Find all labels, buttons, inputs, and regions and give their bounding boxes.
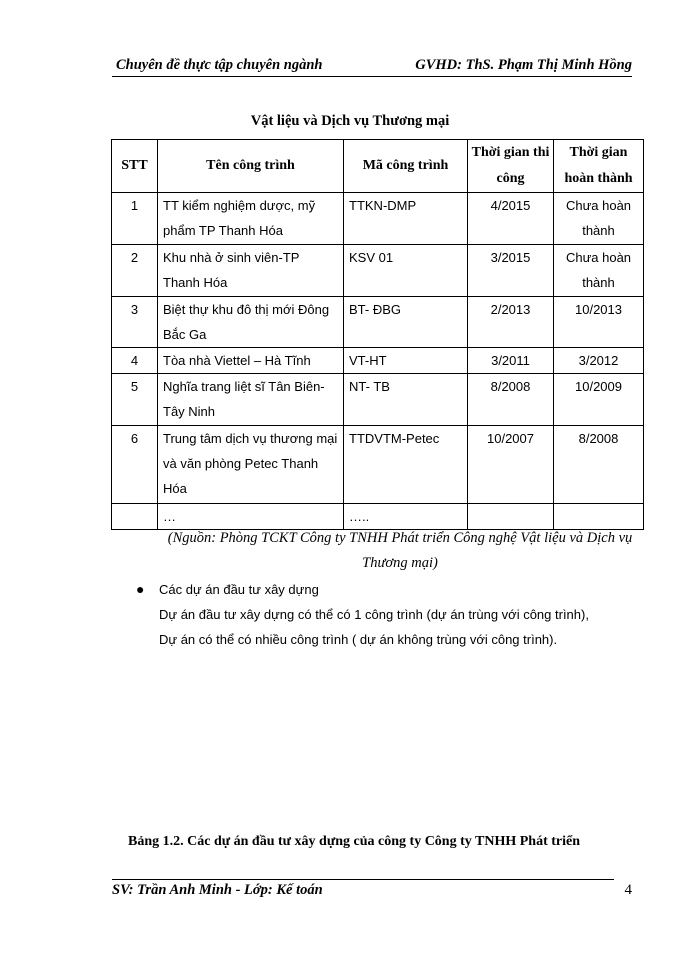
cell-code: ….. — [344, 504, 468, 530]
cell-finish: Chưa hoàn thành — [554, 245, 644, 297]
cell-code: BT- ĐBG — [344, 297, 468, 348]
header-rule — [112, 76, 632, 77]
footer-rule — [112, 879, 614, 880]
source-note: (Nguồn: Phòng TCKT Công ty TNHH Phát triển Công nghệ Vật liệu và Dịch vụ Thương mại) — [167, 530, 633, 571]
table-row — [112, 374, 644, 426]
cell-code: NT- TB — [344, 374, 468, 426]
bullet-line: Dự án đầu tư xây dựng có thể có 1 công trình (dự án trùng với công trình), — [159, 607, 589, 622]
cell-stt — [112, 504, 158, 530]
cell-stt: 4 — [112, 348, 158, 374]
cell-finish: 3/2012 — [554, 348, 644, 374]
header-stt: STT — [112, 140, 158, 193]
bullet-icon: ● — [136, 581, 145, 597]
cell-start: 3/2015 — [468, 245, 554, 297]
cell-stt: 3 — [112, 297, 158, 348]
bullet-section — [136, 577, 629, 652]
cell-name: … — [158, 504, 344, 530]
header-start: Thời gian thi công — [468, 140, 554, 193]
header-advisor: GVHD: ThS. Phạm Thị Minh Hồng — [415, 57, 632, 73]
table-title: Vật liệu và Dịch vụ Thương mại — [250, 113, 450, 129]
table-row — [112, 348, 644, 374]
cell-finish: 10/2009 — [554, 374, 644, 426]
cell-finish: 8/2008 — [554, 426, 644, 504]
cell-name: Nghĩa trang liệt sĩ Tân Biên-Tây Ninh — [158, 374, 344, 426]
table-row — [112, 297, 644, 348]
cell-stt: 5 — [112, 374, 158, 426]
cell-code: TTKN-DMP — [344, 193, 468, 245]
cell-name: Tòa nhà Viettel – Hà Tĩnh — [158, 348, 344, 374]
cell-name: Biệt thự khu đô thị mới Đông Bắc Ga — [158, 297, 344, 348]
table-row — [112, 426, 644, 504]
header-name: Tên công trình — [158, 140, 344, 193]
header-code: Mã công trình — [344, 140, 468, 193]
cell-code: KSV 01 — [344, 245, 468, 297]
cell-finish: 10/2013 — [554, 297, 644, 348]
table-caption: Bảng 1.2. Các dự án đầu tư xây dựng của công ty Công ty TNHH Phát triển — [128, 834, 580, 849]
cell-finish: Chưa hoàn thành — [554, 193, 644, 245]
cell-start: 3/2011 — [468, 348, 554, 374]
bullet-title: Các dự án đầu tư xây dựng — [159, 582, 319, 597]
header-finish: Thời gian hoàn thành — [554, 140, 644, 193]
cell-code: TTDVTM-Petec — [344, 426, 468, 504]
table-header-row — [112, 140, 644, 193]
cell-code: VT-HT — [344, 348, 468, 374]
projects-table — [111, 139, 644, 530]
cell-start: 2/2013 — [468, 297, 554, 348]
bullet-line: Dự án có thể có nhiều công trình ( dự án không trùng với công trình). — [159, 632, 558, 647]
footer-student: SV: Trần Anh Minh - Lớp: Kế toán — [112, 882, 323, 898]
page-number: 4 — [624, 882, 632, 898]
cell-start: 4/2015 — [468, 193, 554, 245]
cell-name: Trung tâm dịch vụ thương mại và văn phòng Petec Thanh Hóa — [158, 426, 344, 504]
page-footer — [112, 882, 632, 899]
cell-name: TT kiểm nghiệm dược, mỹ phẩm TP Thanh Hóa — [158, 193, 344, 245]
cell-stt: 1 — [112, 193, 158, 245]
cell-stt: 2 — [112, 245, 158, 297]
cell-start: 8/2008 — [468, 374, 554, 426]
cell-stt: 6 — [112, 426, 158, 504]
cell-name: Khu nhà ở sinh viên-TP Thanh Hóa — [158, 245, 344, 297]
cell-start: 10/2007 — [468, 426, 554, 504]
table-row — [112, 193, 644, 245]
header-course-title: Chuyên đề thực tập chuyên ngành — [116, 57, 323, 73]
table-row — [112, 245, 644, 297]
